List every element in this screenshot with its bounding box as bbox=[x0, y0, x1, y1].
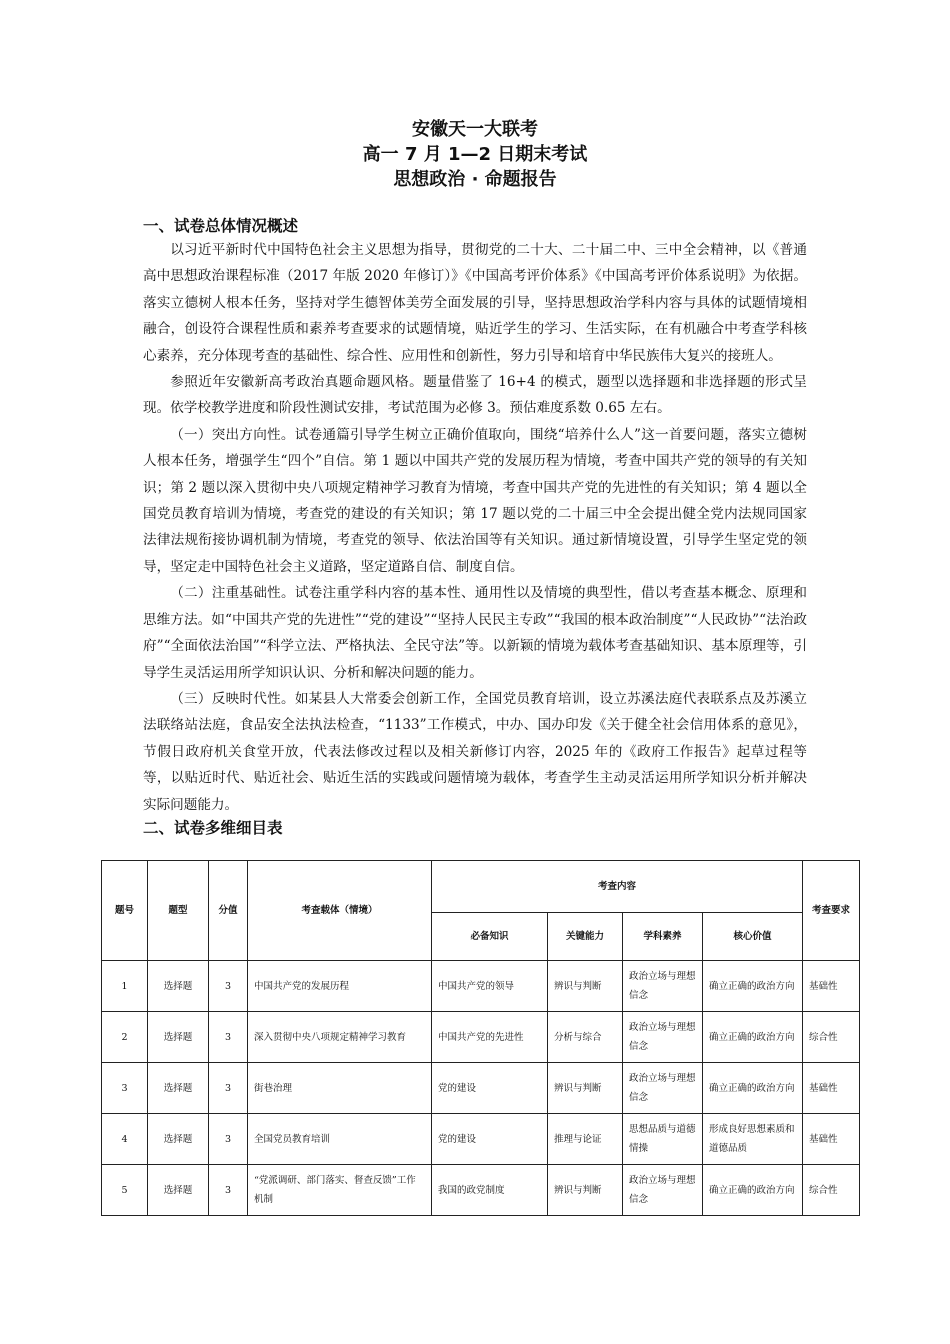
header-score: 分值 bbox=[209, 861, 248, 961]
cell-requirement: 基础性 bbox=[803, 961, 860, 1012]
cell-context: “党派调研、部门落实、督查反馈”工作机制 bbox=[248, 1165, 432, 1216]
header-literacy: 学科素养 bbox=[623, 913, 703, 961]
detail-table bbox=[101, 860, 860, 1216]
overview-paragraph: 参照近年安徽新高考政治真题命题风格。题量借鉴了 16+4 的模式，题型以选择题和非选择题的形式呈现。依学校教学进度和阶段性测试安排，考试范围为必修 3。预估难度系数 0.65 左右。 bbox=[143, 374, 807, 417]
section-heading-overview: 一、试卷总体情况概述 bbox=[143, 217, 299, 235]
cell-requirement: 综合性 bbox=[803, 1165, 860, 1216]
cell-type: 选择题 bbox=[148, 1165, 209, 1216]
cell-requirement: 基础性 bbox=[803, 1114, 860, 1165]
cell-score: 3 bbox=[209, 1012, 248, 1063]
cell-context: 中国共产党的发展历程 bbox=[248, 961, 432, 1012]
cell-ability: 辨识与判断 bbox=[548, 961, 623, 1012]
overview-body bbox=[143, 237, 807, 818]
cell-literacy: 政治立场与理想信念 bbox=[623, 1165, 703, 1216]
section-heading-table: 二、试卷多维细目表 bbox=[143, 819, 283, 837]
cell-value: 确立正确的政治方向 bbox=[703, 1165, 803, 1216]
cell-type: 选择题 bbox=[148, 1063, 209, 1114]
cell-literacy: 政治立场与理想信念 bbox=[623, 1012, 703, 1063]
cell-knowledge: 中国共产党的领导 bbox=[432, 961, 548, 1012]
cell-no: 2 bbox=[102, 1012, 148, 1063]
report-title-subject: 思想政治 · 命题报告 bbox=[393, 169, 557, 190]
table-row bbox=[102, 1012, 860, 1063]
cell-value: 形成良好思想素质和道德品质 bbox=[703, 1114, 803, 1165]
cell-score: 3 bbox=[209, 1165, 248, 1216]
cell-score: 3 bbox=[209, 1063, 248, 1114]
cell-knowledge: 党的建设 bbox=[432, 1063, 548, 1114]
overview-paragraph: （二）注重基础性。试卷注重学科内容的基本性、通用性以及情境的典型性，借以考查基本概念、原理和思维方法。如“中国共产党的先进性”“党的建设”“坚持人民民主专政”“我国的根本政治制度”“人民政协”“法治政府”“全面依法治国”“科学立法、严格执法、全民守法”等。以新颖的情境为载体考查基础知识、基本原理等，引导学生灵活运用所学知识认识、分析和解决问题的能力。 bbox=[143, 585, 807, 681]
header-content: 考查内容 bbox=[432, 861, 803, 913]
cell-knowledge: 我国的政党制度 bbox=[432, 1165, 548, 1216]
report-title-org: 安徽天一大联考 bbox=[412, 119, 538, 140]
cell-type: 选择题 bbox=[148, 1012, 209, 1063]
cell-ability: 分析与综合 bbox=[548, 1012, 623, 1063]
table-row bbox=[102, 961, 860, 1012]
cell-knowledge: 党的建设 bbox=[432, 1114, 548, 1165]
cell-ability: 辨识与判断 bbox=[548, 1165, 623, 1216]
cell-score: 3 bbox=[209, 961, 248, 1012]
cell-ability: 推理与论证 bbox=[548, 1114, 623, 1165]
header-ability: 关键能力 bbox=[548, 913, 623, 961]
cell-literacy: 思想品质与道德情操 bbox=[623, 1114, 703, 1165]
header-requirement: 考查要求 bbox=[803, 861, 860, 961]
cell-context: 全国党员教育培训 bbox=[248, 1114, 432, 1165]
cell-no: 1 bbox=[102, 961, 148, 1012]
cell-no: 3 bbox=[102, 1063, 148, 1114]
table-header-row bbox=[102, 861, 860, 913]
cell-value: 确立正确的政治方向 bbox=[703, 961, 803, 1012]
header-no: 题号 bbox=[102, 861, 148, 961]
report-title-exam: 高一 7 月 1—2 日期末考试 bbox=[362, 144, 588, 165]
overview-paragraph: （一）突出方向性。试卷通篇引导学生树立正确价值取向，围绕“培养什么人”这一首要问题，落实立德树人根本任务，增强学生“四个”自信。第 1 题以中国共产党的发展历程为情境，考查中国共产党的领导的有关知识；第 2 题以深入贯彻中央八项规定精神学习教育为情境，考查中国共产党的先进性的有关知识；第 4 题以全国党员教育培训为情境，考查党的建设的有关知识；第 17 题以党的二十届三中全会提出健全党内法规同国家法律法规衔接协调机制为情境，考查党的领导、依法治国等有关知识。通过新情境设置，引导学生坚定党的领导，坚定走中国特色社会主义道路，坚定道路自信、制度自信。 bbox=[143, 426, 807, 575]
overview-paragraph: 以习近平新时代中国特色社会主义思想为指导，贯彻党的二十大、二十届二中、三中全会精神，以《普通高中思想政治课程标准（2017 年版 2020 年修订）》《中国高考评价体系》《中国高考评价体系说明》为依据。落实立德树人根本任务，坚持对学生德智体美劳全面发展的引导，坚持思想政治学科内容与具体的试题情境相融合，创设符合课程性质和素养考查要求的试题情境，贴近学生的学习、生活实际，在有机融合中考查学科核心素养，充分体现考查的基础性、综合性、应用性和创新性，努力引导和培育中华民族伟大复兴的接班人。 bbox=[143, 242, 807, 364]
header-knowledge: 必备知识 bbox=[432, 913, 548, 961]
header-value: 核心价值 bbox=[703, 913, 803, 961]
overview-paragraph: （三）反映时代性。如某县人大常委会创新工作，全国党员教育培训，设立苏溪法庭代表联系点及苏溪立法联络站法庭，食品安全法执法检查，“1133”工作模式，中办、国办印发《关于健全社会信用体系的意见》，节假日政府机关食堂开放，代表法修改过程以及相关新修订内容，2025 年的《政府工作报告》起草过程等等，以贴近时代、贴近社会、贴近生活的实践或问题情境为载体，考查学生主动灵活运用所学知识分析并解决实际问题能力。 bbox=[143, 690, 807, 813]
cell-literacy: 政治立场与理想信念 bbox=[623, 961, 703, 1012]
cell-no: 5 bbox=[102, 1165, 148, 1216]
table-row bbox=[102, 1165, 860, 1216]
cell-knowledge: 中国共产党的先进性 bbox=[432, 1012, 548, 1063]
cell-context: 街巷治理 bbox=[248, 1063, 432, 1114]
cell-value: 确立正确的政治方向 bbox=[703, 1012, 803, 1063]
cell-requirement: 基础性 bbox=[803, 1063, 860, 1114]
cell-literacy: 政治立场与理想信念 bbox=[623, 1063, 703, 1114]
table-row bbox=[102, 1114, 860, 1165]
cell-no: 4 bbox=[102, 1114, 148, 1165]
cell-type: 选择题 bbox=[148, 961, 209, 1012]
header-type: 题型 bbox=[148, 861, 209, 961]
cell-context: 深入贯彻中央八项规定精神学习教育 bbox=[248, 1012, 432, 1063]
cell-requirement: 综合性 bbox=[803, 1012, 860, 1063]
cell-score: 3 bbox=[209, 1114, 248, 1165]
header-context: 考查载体（情境） bbox=[248, 861, 432, 961]
table-row bbox=[102, 1063, 860, 1114]
cell-ability: 辨识与判断 bbox=[548, 1063, 623, 1114]
cell-type: 选择题 bbox=[148, 1114, 209, 1165]
cell-value: 确立正确的政治方向 bbox=[703, 1063, 803, 1114]
